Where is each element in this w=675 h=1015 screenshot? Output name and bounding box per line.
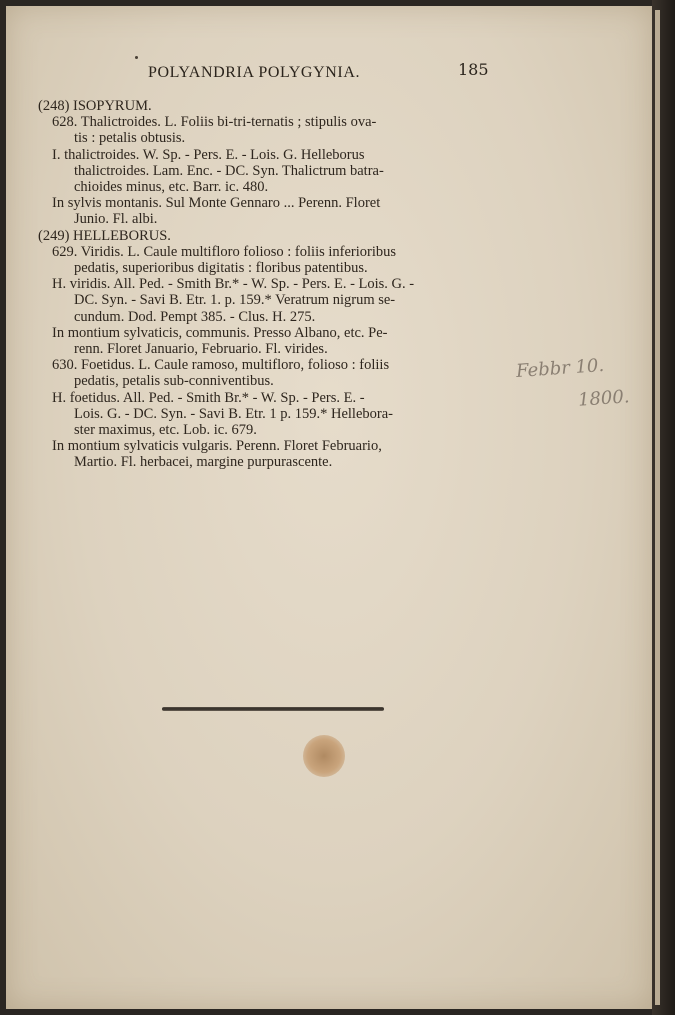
text-line: 628. Thalictroides. L. Foliis bi-tri-ternatis ; stipulis ova- <box>52 114 377 131</box>
text-line: 630. Foetidus. L. Caule ramoso, multifloro, folioso : foliis <box>52 357 390 374</box>
ornamental-rule <box>162 707 384 711</box>
text-line: thalictroides. Lam. Enc. - DC. Syn. Thalictrum batra- <box>74 162 384 179</box>
handwritten-note-date: Febbr 10. <box>515 354 605 383</box>
text-line: (248) ISOPYRUM. <box>38 98 152 114</box>
text-line: DC. Syn. - Savi B. Etr. 1. p. 159.* Veratrum nigrum se- <box>74 292 396 309</box>
text-line: Junio. Fl. albi. <box>74 211 158 228</box>
page-text <box>38 98 508 471</box>
text-line: (249) HELLEBORUS. <box>38 227 171 244</box>
ink-dot <box>135 56 138 59</box>
text-line: Lois. G. - DC. Syn. - Savi B. Etr. 1 p. 159.* Hellebora- <box>74 405 393 422</box>
running-head: POLYANDRIA POLYGYNIA. <box>148 64 361 81</box>
text-line: cundum. Dod. Pempt 385. - Clus. H. 275. <box>74 308 316 325</box>
text-line: In montium sylvaticis vulgaris. Perenn. Floret Februario, <box>52 438 382 455</box>
text-line: H. viridis. All. Ped. - Smith Br.* - W. Sp. - Pers. E. - Lois. G. - <box>52 276 415 293</box>
text-line: pedatis, superioribus digitatis : floribus patentibus. <box>74 260 368 277</box>
text-line: pedatis, petalis sub-conniventibus. <box>74 373 274 390</box>
text-line: ster maximus, etc. Lob. ic. 679. <box>74 422 257 439</box>
paper-stain <box>303 735 345 777</box>
text-line: chioides minus, etc. Barr. ic. 480. <box>74 179 269 196</box>
text-line: tis : petalis obtusis. <box>74 130 186 147</box>
text-line: Martio. Fl. herbacei, margine purpurascente. <box>74 454 333 471</box>
text-line: In sylvis montanis. Sul Monte Gennaro ... Perenn. Floret <box>52 195 381 212</box>
page-edge <box>652 0 675 1015</box>
text-line: H. foetidus. All. Ped. - Smith Br.* - W. Sp. - Pers. E. - <box>52 389 365 406</box>
text-line: In montium sylvaticis, communis. Presso Albano, etc. Pe- <box>52 324 388 341</box>
text-line: I. thalictroides. W. Sp. - Pers. E. - Lois. G. Helleborus <box>52 146 365 163</box>
text-line: 629. Viridis. L. Caule multifloro folioso : foliis inferioribus <box>52 243 397 260</box>
page-number: 185 <box>458 60 489 79</box>
text-line: renn. Floret Januario, Februario. Fl. virides. <box>74 341 328 358</box>
handwritten-note-year: 1800. <box>577 386 631 411</box>
